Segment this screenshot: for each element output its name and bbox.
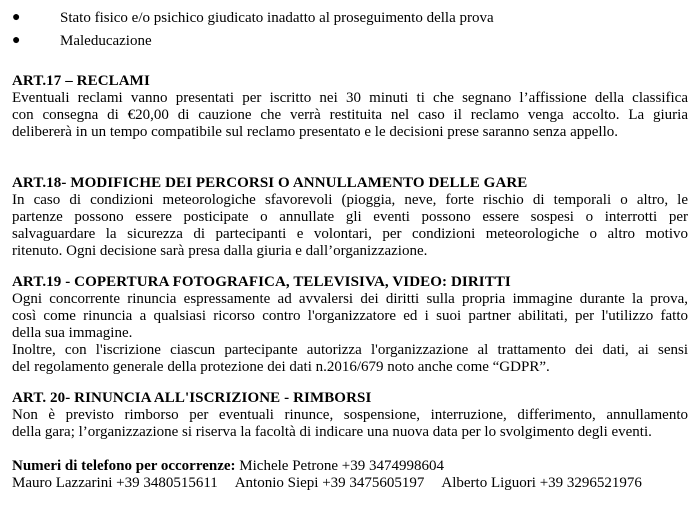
paragraph-line: Non è previsto rimborso per eventuali rinunce, sospensione, interruzione, differimento, annullamento — [12, 407, 688, 423]
section-heading: ART.19 - COPERTURA FOTOGRAFICA, TELEVISIVA, VIDEO: DIRITTI — [12, 274, 511, 290]
contact-entry: Mauro Lazzarini +39 3480515611 — [12, 475, 218, 491]
section-art17 — [12, 73, 688, 141]
paragraph-line: delibererà in un tempo compatibile sul reclamo presentato e le decisioni prese saranno senza appello. — [12, 124, 619, 140]
contact-entry: Antonio Siepi +39 3475605197 — [234, 475, 425, 491]
paragraph-line: Inoltre, con l'iscrizione ciascun partecipante autorizza l'organizzazione al trattamento dei dati, ai sensi — [12, 342, 688, 358]
contacts-row — [12, 458, 688, 475]
contacts-row — [12, 475, 688, 492]
section-art20 — [12, 390, 688, 441]
paragraph-line: con consegna di €20,00 di cauzione che verrà restituita nel caso il reclamo venga accolto. La giuria — [12, 107, 688, 123]
section-art19 — [12, 274, 688, 376]
bullet-icon: ● — [12, 10, 21, 25]
bullet-icon: ● — [12, 33, 21, 48]
paragraph-line: Eventuali reclami vanno presentati per iscritto nei 30 minuti ti che segnano l’affissione della classifica — [12, 90, 688, 106]
paragraph-line: della gara; l’organizzazione si riserva la facoltà di indicare una nuova data per lo svolgimento degli eventi. — [12, 424, 652, 440]
section-art18 — [12, 175, 688, 260]
section-heading: ART. 20- RINUNCIA ALL'ISCRIZIONE - RIMBORSI — [12, 390, 372, 406]
paragraph-line: salvaguardare la sicurezza di partecipanti e volontari, per condizioni meteorologiche o altro motivo — [12, 226, 688, 242]
paragraph-line: In caso di condizioni meteorologiche sfavorevoli (pioggia, neve, forte rischio di temporali o altro, le — [12, 192, 688, 208]
paragraph-line: Ogni concorrente rinuncia espressamente ad avvalersi dei diritti sulla propria immagine durante la prova, — [12, 291, 688, 307]
bullet-text: Stato fisico e/o psichico giudicato inadatto al proseguimento della prova — [60, 10, 494, 26]
contact-entry: Michele Petrone +39 3474998604 — [239, 458, 444, 474]
section-heading: ART.18- MODIFICHE DEI PERCORSI O ANNULLAMENTO DELLE GARE — [12, 175, 528, 191]
paragraph-line: ritenuto. Ogni decisione sarà presa dalla giuria e dall’organizzazione. — [12, 243, 428, 259]
section-heading: ART.17 – RECLAMI — [12, 73, 150, 89]
paragraph-line: del regolamento generale della protezione dei dati n.2016/679 noto anche come “GDPR”. — [12, 359, 550, 375]
paragraph-line: della sua immagine. — [12, 325, 133, 341]
contacts-block — [12, 458, 688, 492]
contact-entry: Alberto Liguori +39 3296521976 — [441, 475, 642, 491]
contacts-label: Numeri di telefono per occorrenze: — [12, 458, 236, 474]
paragraph-line: partenze possono essere posticipate o annullate gli eventi possono essere sospesi o interrotti per — [12, 209, 688, 225]
bullet-text: Maleducazione — [60, 33, 152, 49]
paragraph-line: così come rinuncia a qualsiasi ricorso contro l'organizzatore ed i suoi partner abilitati, per l'utilizzo fatto — [12, 308, 688, 324]
